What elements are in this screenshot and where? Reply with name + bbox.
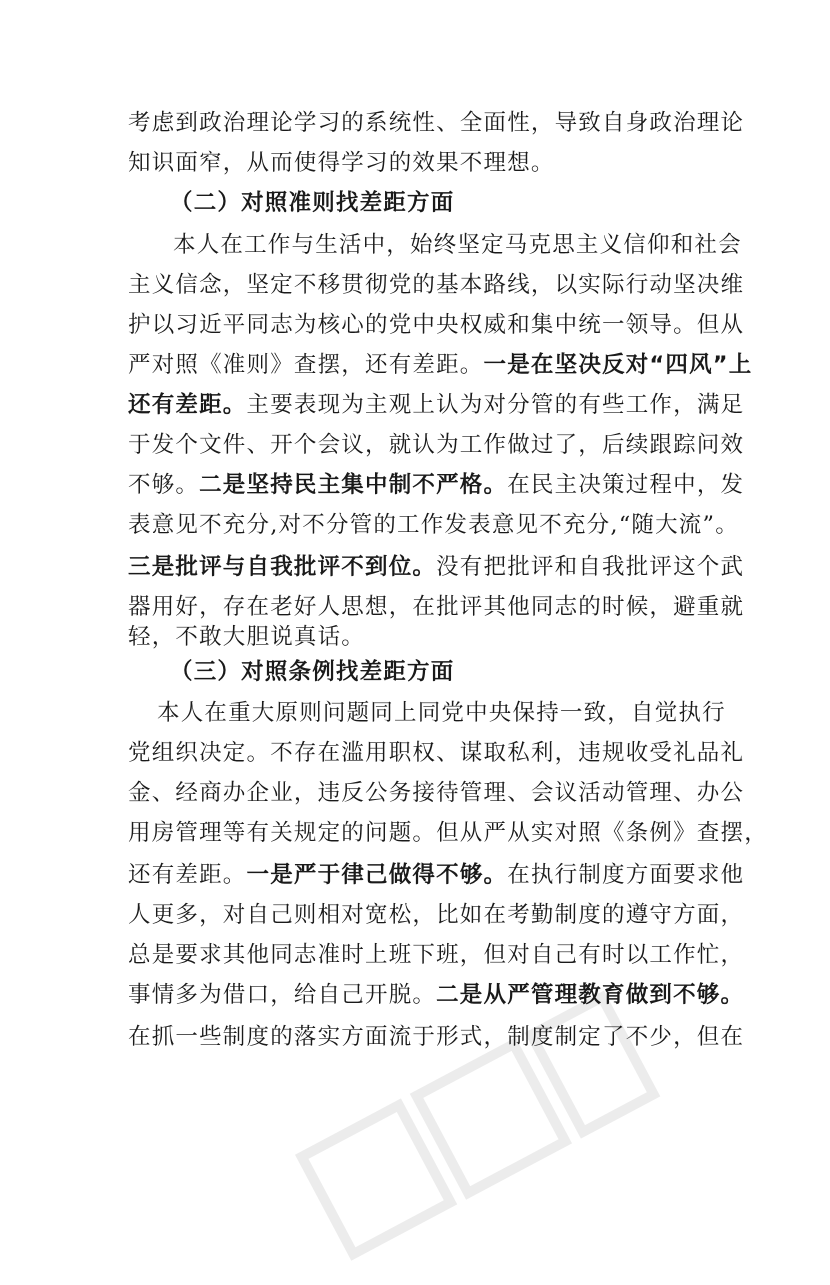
paragraph-start: 本人在工作与生活中，始终坚定马克思主义信仰和社会 xyxy=(173,232,742,258)
section-heading-3: （三）对照条例找差距方面 xyxy=(170,659,455,685)
text-line: 器用好，存在老好人思想，在批评其他同志的时候，避重就 xyxy=(128,594,745,620)
text-line: 于发个文件、开个会议，就认为工作做过了，后续跟踪问效 xyxy=(128,432,745,458)
bold-point: 二是坚持民主集中制不严格。 xyxy=(199,472,508,498)
text-line: 三是批评与自我批评不到位。没有把批评和自我批评这个武 xyxy=(128,554,745,580)
bold-point: 一是严于律己做得不够。 xyxy=(246,862,508,888)
text-line: 主义信念，坚定不移贯彻党的基本路线，以实际行动坚决维 xyxy=(128,272,745,298)
bold-point: 二是从严管理教育做到不够。 xyxy=(436,982,745,1008)
section-heading-2: （二）对照准则找差距方面 xyxy=(170,190,455,216)
text-line: 还有差距。主要表现为主观上认为对分管的有些工作，满足 xyxy=(128,392,745,418)
paragraph-start: 本人在重大原则问题同上同党中央保持一致，自觉执行 xyxy=(157,700,726,726)
text-line: 用房管理等有关规定的问题。但从严从实对照《条例》查摆， xyxy=(128,820,768,846)
text-line: 事情多为借口，给自己开脱。二是从严管理教育做到不够。 xyxy=(128,982,745,1008)
text-line: 人更多，对自己则相对宽松，比如在考勤制度的遵守方面， xyxy=(128,902,745,928)
text-line: 考虑到政治理论学习的系统性、全面性，导致自身政治理论 xyxy=(128,110,745,136)
text-line: 表意见不充分,对不分管的工作发表意见不充分,“随大流”。 xyxy=(128,512,739,538)
text-line: 金、经商办企业，违反公务接待管理、会议活动管理、办公 xyxy=(128,780,745,806)
text-line: 在抓一些制度的落实方面流于形式，制度制定了不少，但在 xyxy=(128,1024,745,1050)
text-line: 还有差距。一是严于律己做得不够。在执行制度方面要求他 xyxy=(128,862,745,888)
bold-point: 三是批评与自我批评不到位。 xyxy=(128,554,437,580)
bold-point: 一是在坚决反对“四风”上 xyxy=(483,352,753,378)
text-line: 护以习近平同志为核心的党中央权威和集中统一领导。但从 xyxy=(128,312,745,338)
text-line: 党组织决定。不存在滥用职权、谋取私利，违规收受礼品礼 xyxy=(128,740,745,766)
text-line: 不够。二是坚持民主集中制不严格。在民主决策过程中，发 xyxy=(128,472,745,498)
text-line: 轻，不敢大胆说真话。 xyxy=(128,624,366,650)
text-line: 严对照《准则》查摆，还有差距。一是在坚决反对“四风”上 xyxy=(128,352,753,378)
text-line: 总是要求其他同志准时上班下班，但对自己有时以工作忙， xyxy=(128,942,745,968)
bold-point: 还有差距。 xyxy=(128,392,247,418)
text-line: 知识面窄，从而使得学习的效果不理想。 xyxy=(128,150,555,176)
